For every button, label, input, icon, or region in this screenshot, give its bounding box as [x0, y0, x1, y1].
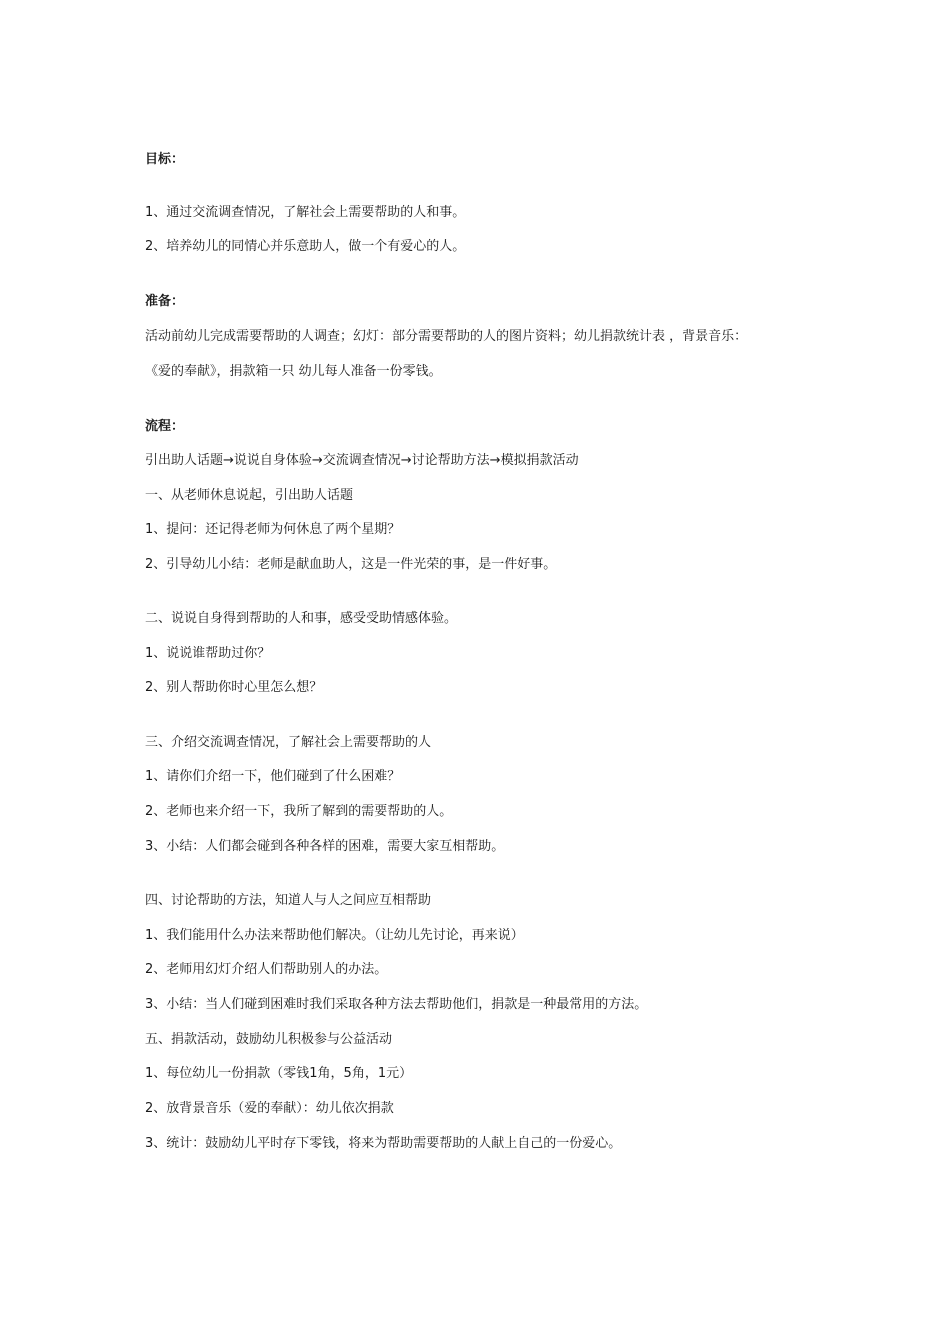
- preparation-line-1: 活动前幼儿完成需要帮助的人调查；幻灯：部分需要帮助的人的图片资料；幼儿捐款统计表 ，背景音乐：: [145, 329, 748, 344]
- section-4-item-1: 1、我们能用什么办法来帮助他们解决。（让幼儿先讨论，再来说）: [145, 928, 524, 943]
- section-5-item-2: 2、放背景音乐（爱的奉献）：幼儿依次捐款: [145, 1101, 394, 1116]
- section-2-title: 二、说说自身得到帮助的人和事，感受受助情感体验。: [145, 611, 458, 626]
- goals-heading: 目标：: [145, 152, 185, 167]
- preparation-heading: 准备：: [145, 294, 185, 309]
- section-2-item-1: 1、说说谁帮助过你？: [145, 646, 271, 661]
- section-1-item-1: 1、提问：还记得老师为何休息了两个星期？: [145, 522, 401, 537]
- section-5-title: 五、捐款活动，鼓励幼儿积极参与公益活动: [145, 1032, 393, 1047]
- section-4-title: 四、讨论帮助的方法，知道人与人之间应互相帮助: [145, 893, 432, 908]
- section-5-item-1: 1、每位幼儿一份捐款（零钱1角，5角，1元）: [145, 1066, 413, 1081]
- section-3-item-2: 2、老师也来介绍一下，我所了解到的需要帮助的人。: [145, 804, 453, 819]
- section-3-item-1: 1、请你们介绍一下，他们碰到了什么困难？: [145, 769, 401, 784]
- section-1-item-2: 2、引导幼儿小结：老师是献血助人，这是一件光荣的事，是一件好事。: [145, 557, 557, 572]
- section-4-item-3: 3、小结：当人们碰到困难时我们采取各种方法去帮助他们，捐款是一种最常用的方法。: [145, 997, 648, 1012]
- goal-item-2: 2、培养幼儿的同情心并乐意助人，做一个有爱心的人。: [145, 239, 466, 254]
- process-heading: 流程：: [145, 419, 185, 434]
- preparation-line-2: 《爱的奉献》，捐款箱一只 幼儿每人准备一份零钱。: [145, 364, 442, 379]
- section-5-item-3: 3、统计：鼓励幼儿平时存下零钱，将来为帮助需要帮助的人献上自己的一份爱心。: [145, 1136, 622, 1151]
- section-1-title: 一、从老师休息说起，引出助人话题: [145, 488, 354, 503]
- process-summary: 引出助人话题→说说自身体验→交流调查情况→讨论帮助方法→模拟捐款活动: [145, 453, 579, 468]
- section-4-item-2: 2、老师用幻灯介绍人们帮助别人的办法。: [145, 962, 388, 977]
- goal-item-1: 1、通过交流调查情况，了解社会上需要帮助的人和事。: [145, 205, 466, 220]
- section-2-item-2: 2、别人帮助你时心里怎么想？: [145, 680, 323, 695]
- section-3-title: 三、介绍交流调查情况，了解社会上需要帮助的人: [145, 735, 432, 750]
- section-3-item-3: 3、小结：人们都会碰到各种各样的困难，需要大家互相帮助。: [145, 839, 505, 854]
